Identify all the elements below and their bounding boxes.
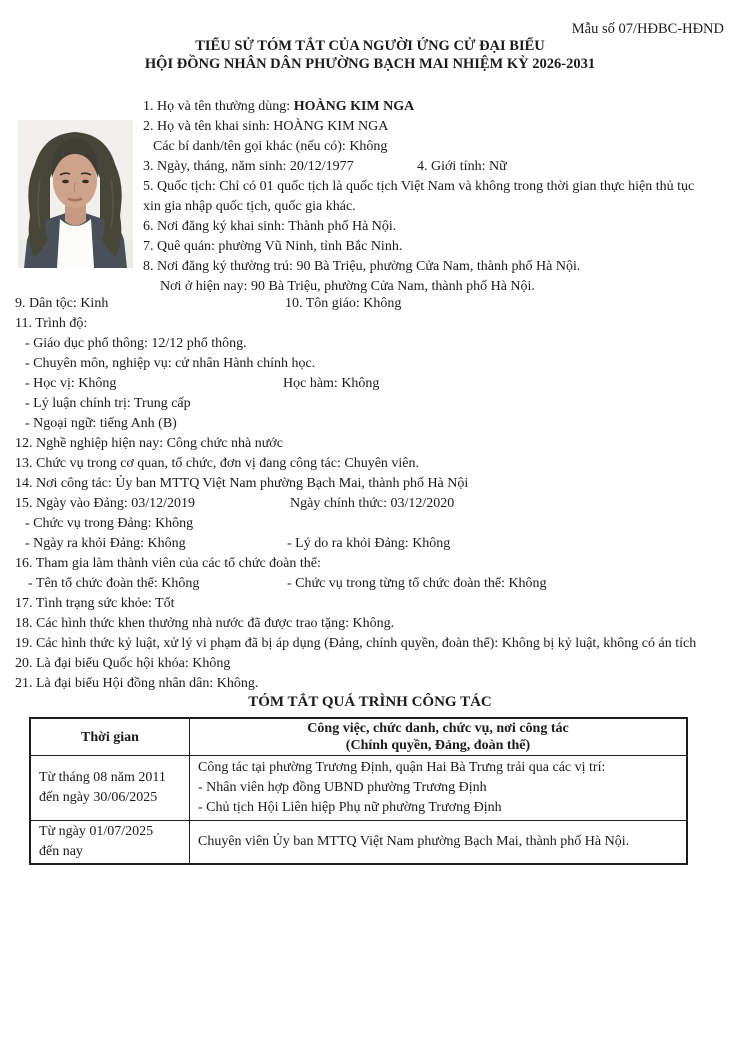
nose <box>74 183 75 192</box>
field-professional-qualification: - Chuyên môn, nghiệp vụ: cử nhân Hành chính học. <box>25 356 316 371</box>
time-cell: Từ ngày 01/07/2025 đến nay <box>39 824 154 859</box>
field-party-leave-reason: - Lý do ra khỏi Đảng: Không <box>287 536 451 551</box>
field-health-status: 17. Tình trạng sức khỏe: Tốt <box>15 596 175 611</box>
header-cell-job <box>189 719 686 755</box>
field-permanent-residence: 8. Nơi đăng ký thường trú: 90 Bà Triệu, phường Cửa Nam, thành phố Hà Nội. <box>143 259 581 274</box>
field-qualification-heading: 11. Trình độ: <box>15 316 88 331</box>
document-title-line1: TIỂU SỬ TÓM TẮT CỦA NGƯỜI ỨNG CỬ ĐẠI BIỂU <box>195 38 545 54</box>
field-birth-date-row <box>143 157 723 177</box>
header-cell-time: Thời gian <box>81 729 139 745</box>
eye-left <box>62 180 69 183</box>
field-current-residence: Nơi ở hiện nay: 90 Bà Triệu, phường Cửa Nam, thành phố Hà Nội. <box>160 279 535 294</box>
field-party-position: - Chức vụ trong Đảng: Không <box>25 516 194 531</box>
field-organizations-row <box>15 574 730 594</box>
personal-info-full-width <box>15 294 730 694</box>
field-organizations-heading: 16. Tham gia làm thành viên của các tổ chức đoàn thể: <box>15 556 321 571</box>
field-organization-name: - Tên tổ chức đoàn thể: Không <box>28 576 200 591</box>
work-history-row <box>31 755 686 820</box>
field-alias: Các bí danh/tên gọi khác (nếu có): Không <box>153 139 388 154</box>
field-common-name-label: 1. Họ và tên thường dùng: <box>143 99 294 114</box>
work-history-header-row <box>31 719 686 755</box>
field-general-education: - Giáo dục phổ thông: 12/12 phổ thông. <box>25 336 247 351</box>
field-current-occupation: 12. Nghề nghiệp hiện nay: Công chức nhà nước <box>15 436 283 451</box>
work-history-row <box>31 820 686 863</box>
field-political-theory: - Lý luận chính trị: Trung cấp <box>25 396 191 411</box>
field-birth-registration-place: 6. Nơi đăng ký khai sinh: Thành phố Hà Nội. <box>143 219 397 234</box>
field-academic-title: Học hàm: Không <box>283 376 380 391</box>
candidate-photo <box>18 120 133 268</box>
field-disciplinary-record: 19. Các hình thức kỷ luật, xử lý vi phạm đã bị áp dụng (Đảng, chính quyền, đoàn thể): Không bị kỷ luật, không có án tích <box>15 636 697 651</box>
field-nationality-line1: 5. Quốc tịch: Chỉ có 01 quốc tịch là quốc tịch Việt Nam và không trong thời gian thực hiện thủ tục <box>143 179 695 194</box>
field-workplace: 14. Nơi công tác: Ủy ban MTTQ Việt Nam phường Bạch Mai, thành phố Hà Nội <box>15 476 469 491</box>
field-common-name <box>143 97 723 117</box>
field-nationality-line2: xin gia nhập quốc tịch, quốc gia khác. <box>143 199 356 214</box>
field-birth-name: 2. Họ và tên khai sinh: HOÀNG KIM NGA <box>143 119 389 134</box>
field-current-position: 13. Chức vụ trong cơ quan, tổ chức, đơn vị đang công tác: Chuyên viên. <box>15 456 420 471</box>
field-party-official-date: Ngày chính thức: 03/12/2020 <box>290 496 455 511</box>
field-national-assembly-member: 20. Là đại biểu Quốc hội khóa: Không <box>15 656 231 671</box>
field-party-join-date: 15. Ngày vào Đảng: 03/12/2019 <box>15 496 196 511</box>
portrait-illustration <box>18 120 133 268</box>
field-ethnicity: 9. Dân tộc: Kinh <box>15 296 109 311</box>
eye-right <box>82 180 89 183</box>
field-common-name-value: HOÀNG KIM NGA <box>293 99 415 114</box>
field-foreign-language: - Ngoại ngữ: tiếng Anh (B) <box>25 416 177 431</box>
work-history-title: TÓM TẮT QUÁ TRÌNH CÔNG TÁC <box>248 694 492 710</box>
work-history-table <box>29 717 688 865</box>
job-cell: Công tác tại phường Trương Định, quận Hai Bà Trưng trải qua các vị trí: - Nhân viên hợp đồng UBND phường Trương Định - Chủ tịch Hội Liên hiệp Phụ nữ phường Trương Định <box>189 756 686 820</box>
field-ethnicity-row <box>15 294 730 314</box>
field-degree: - Học vị: Không <box>25 376 117 391</box>
field-hometown: 7. Quê quán: phường Vũ Ninh, tỉnh Bắc Ninh. <box>143 239 403 254</box>
field-party-leave-row <box>15 534 730 554</box>
shirt <box>57 219 94 268</box>
field-birth-date: 3. Ngày, tháng, năm sinh: 20/12/1977 <box>143 159 354 174</box>
field-party-leave-date: - Ngày ra khỏi Đảng: Không <box>25 536 186 551</box>
header-job-line2: (Chính quyền, Đảng, đoàn thể) <box>345 738 531 753</box>
time-cell: Từ tháng 08 năm 2011 đến ngày 30/06/2025 <box>39 770 166 805</box>
field-religion: 10. Tôn giáo: Không <box>285 296 402 311</box>
field-gender: 4. Giới tính: Nữ <box>417 159 507 174</box>
form-number: Mẫu số 07/HĐBC-HĐND <box>571 21 724 37</box>
header-job-line1: Công việc, chức danh, chức vụ, nơi công tác <box>307 721 569 736</box>
field-degree-row <box>15 374 730 394</box>
document-title-line2: HỘI ĐỒNG NHÂN DÂN PHƯỜNG BẠCH MAI NHIỆM KỲ 2026-2031 <box>144 56 596 72</box>
field-organization-position: - Chức vụ trong từng tổ chức đoàn thể: Không <box>287 576 547 591</box>
field-party-dates-row <box>15 494 730 514</box>
personal-info-beside-photo <box>143 97 723 297</box>
job-cell: Chuyên viên Ủy ban MTTQ Việt Nam phường Bạch Mai, thành phố Hà Nội. <box>189 821 686 863</box>
field-peoples-council-member: 21. Là đại biểu Hội đồng nhân dân: Không. <box>15 676 259 691</box>
field-awards: 18. Các hình thức khen thưởng nhà nước đã được trao tặng: Không. <box>15 616 395 631</box>
